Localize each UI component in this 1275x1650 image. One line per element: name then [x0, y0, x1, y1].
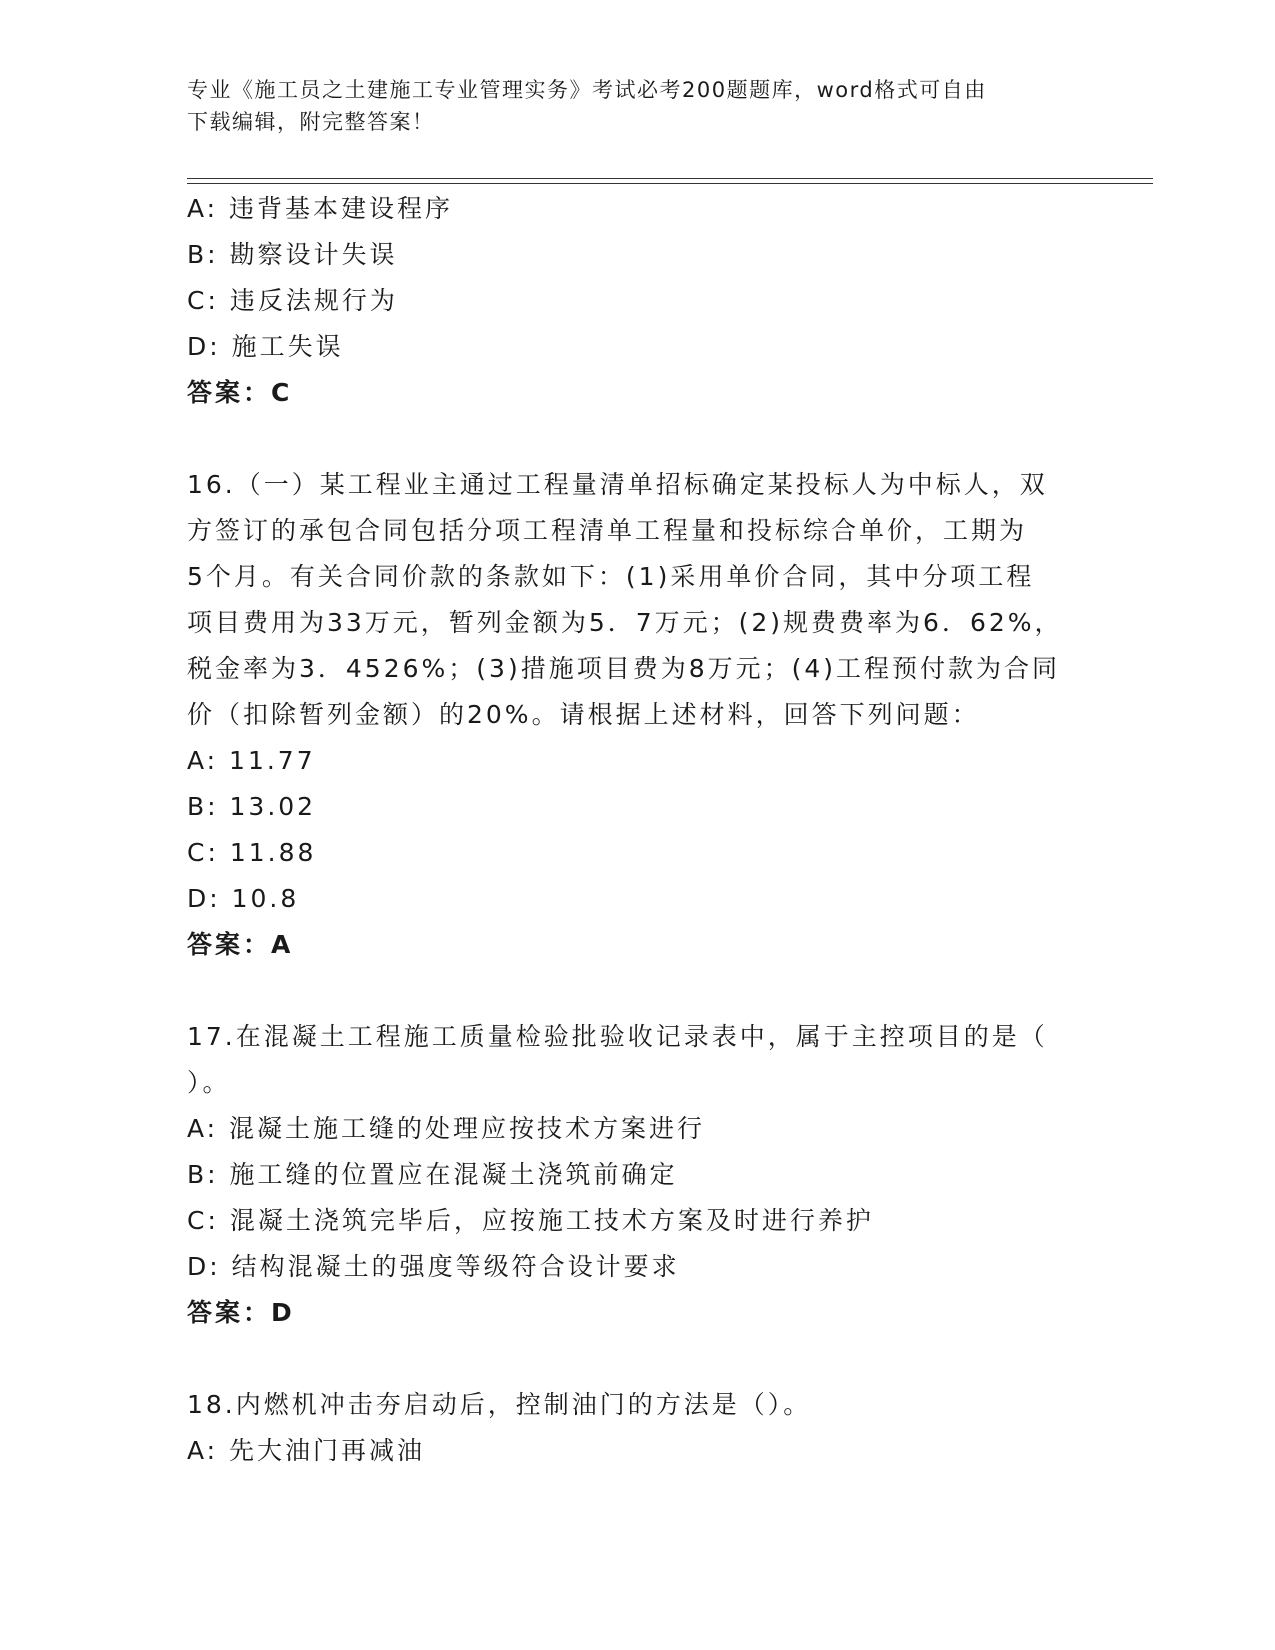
question-line: 18.内燃机冲击夯启动后，控制油门的方法是（）。 [187, 1390, 812, 1419]
option-a: A: 违背基本建设程序 [187, 194, 454, 223]
option-b: B: 施工缝的位置应在混凝土浇筑前确定 [187, 1160, 678, 1189]
header-line-1: 专业《施工员之土建施工专业管理实务》考试必考200题题库，word格式可自由 [187, 78, 987, 102]
question-line: 5个月。有关合同价款的条款如下：(1)采用单价合同，其中分项工程 [187, 562, 1035, 591]
option-d: D: 施工失误 [187, 332, 344, 361]
option-a: A: 11.77 [187, 746, 316, 775]
option-d: D: 结构混凝土的强度等级符合设计要求 [187, 1252, 680, 1281]
question-line: 方签订的承包合同包括分项工程清单工程量和投标综合单价，工期为 [187, 516, 1028, 545]
option-d: D: 10.8 [187, 884, 300, 913]
question-line: 项目费用为33万元，暂列金额为5．7万元；(2)规费费率为6．62%， [187, 608, 1063, 637]
question-line: 16.（一）某工程业主通过工程量清单招标确定某投标人为中标人，双 [187, 470, 1048, 499]
question-line: 税金率为3．4526%；(3)措施项目费为8万元；(4)工程预付款为合同 [187, 654, 1061, 683]
question-text [187, 1382, 1087, 1428]
question-16 [187, 462, 1087, 968]
question-line: ）。 [187, 1068, 231, 1097]
question-list [187, 186, 1087, 1474]
answer: 答案：D [187, 1298, 295, 1327]
option-b: B: 勘察设计失误 [187, 240, 398, 269]
answer: 答案：A [187, 930, 294, 959]
question-line: 价（扣除暂列金额）的20%。请根据上述材料，回答下列问题： [187, 700, 980, 729]
question-text [187, 462, 1087, 738]
option-a: A: 混凝土施工缝的处理应按技术方案进行 [187, 1114, 706, 1143]
answer: 答案：C [187, 378, 293, 407]
option-a: A: 先大油门再减油 [187, 1436, 426, 1465]
header-line-2: 下载编辑，附完整答案！ [187, 110, 435, 134]
header-divider [187, 178, 1153, 184]
option-c: C: 11.88 [187, 838, 317, 867]
question-text [187, 1014, 1087, 1106]
document-header [187, 74, 1077, 138]
question-15 [187, 186, 1087, 416]
option-c: C: 混凝土浇筑完毕后，应按施工技术方案及时进行养护 [187, 1206, 874, 1235]
question-line: 17.在混凝土工程施工质量检验批验收记录表中，属于主控项目的是（ [187, 1022, 1048, 1051]
option-c: C: 违反法规行为 [187, 286, 398, 315]
option-b: B: 13.02 [187, 792, 317, 821]
question-17 [187, 1014, 1087, 1336]
question-18 [187, 1382, 1087, 1474]
